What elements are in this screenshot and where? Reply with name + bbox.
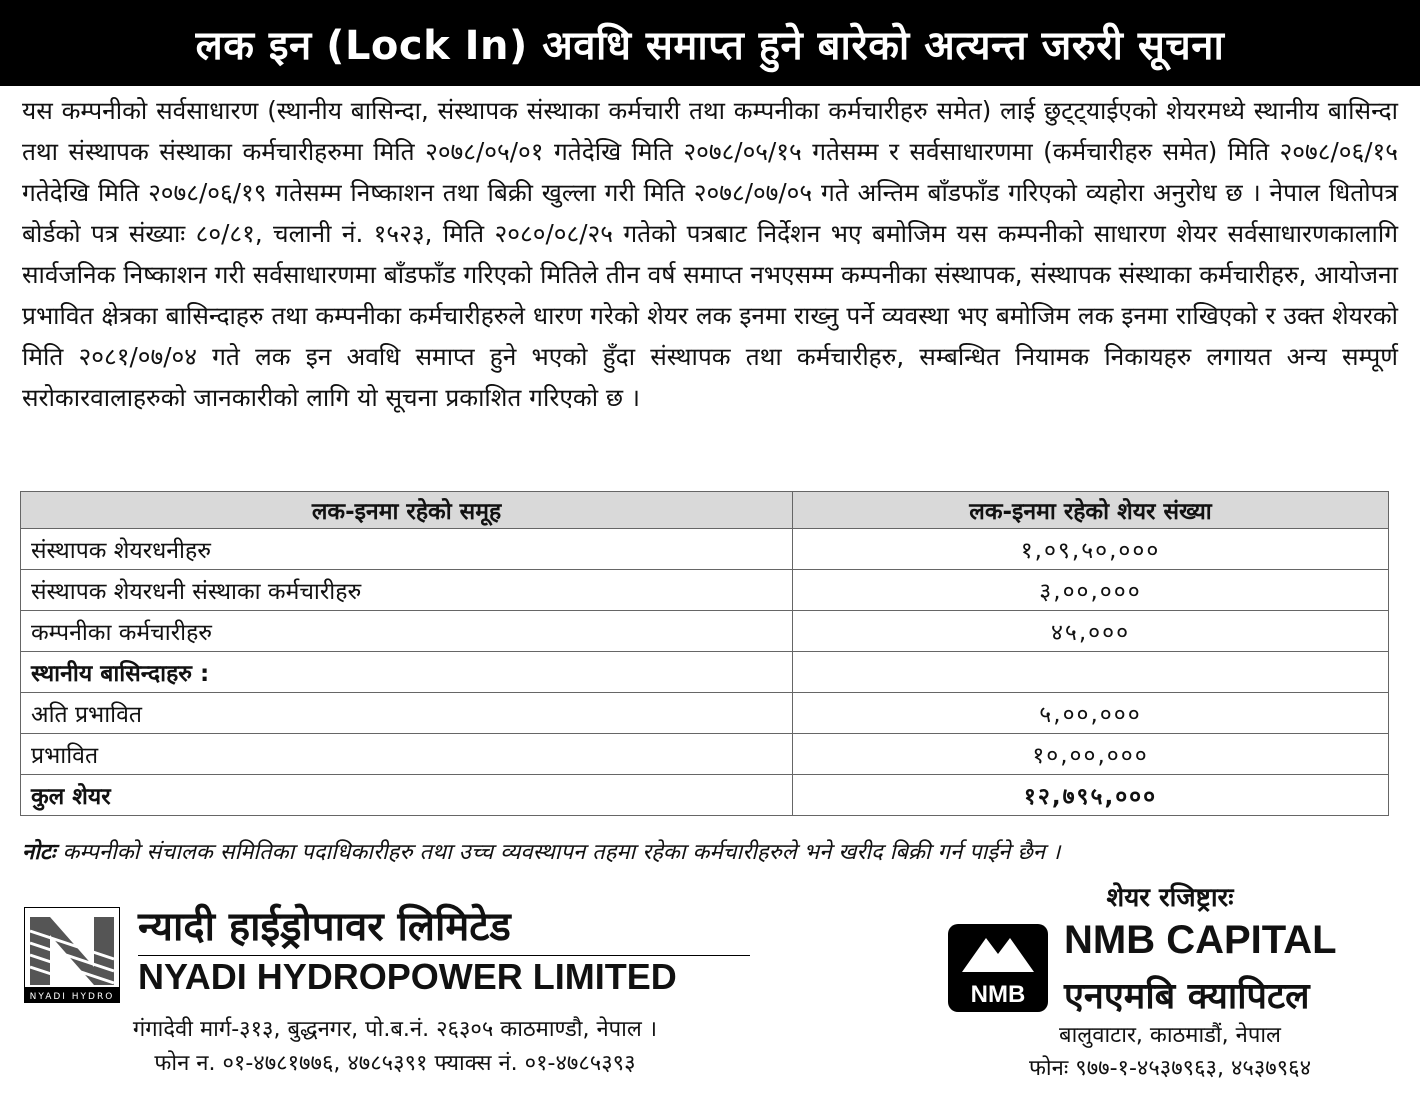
registrar-phone: फोनः ९७७-१-४५३७९६३, ४५३७९६४ — [1028, 1056, 1312, 1081]
nyadi-logo-icon — [24, 907, 120, 1003]
company-address: गंगादेवी मार्ग-३१३, बुद्धनगर, पो.ब.नं. २६३०५ काठमाण्डौ, नेपाल । — [132, 1017, 658, 1042]
company-name-nepali: न्यादी हाईड्रोपावर लिमिटेड — [138, 904, 511, 950]
logo-caption: NYADI HYDRO — [29, 992, 115, 1002]
group-cell: कम्पनीका कर्मचारीहरु — [21, 611, 793, 652]
note-label: नोटः — [22, 840, 56, 865]
shares-cell: ५,००,००० — [793, 693, 1389, 734]
column-header-group: लक-इनमा रहेको समूह — [21, 492, 793, 529]
notice-body: यस कम्पनीको सर्वसाधारण (स्थानीय बासिन्दा, संस्थापक संस्थाका कर्मचारी तथा कम्पनीका कर्मचारीहरु समेत) लाई छुट्ट्याईएको शेयरमध्ये स्थानीय बासिन्दा तथा संस्थापक संस्थाका कर्मचारीहरुमा मिति २०७८/०५/०१ गतेदेखि मिति २०७८/०५/१५ गतेसम्म र सर्वसाधारणमा (कर्मचारीहरु समेत) मिति २०७८/०६/१५ गतेदेखि मिति २०७८/०६/१९ गतेसम्म निष्काशन तथा बिक्री खुल्ला गरी मिति २०७८/०७/०५ गते अन्तिम बाँडफाँड गरिएको व्यहोरा अनुरोध छ । नेपाल धितोपत्र बोर्डको पत्र संख्याः ८०/८१, चलानी नं. १५२३, मिति २०८०/०८/२५ गतेको पत्रबाट निर्देशन भए बमोजिम यस कम्पनीको साधारण शेयर सर्वसाधारणकालागि सार्वजनिक निष्काशन गरी सर्वसाधारणमा बाँडफाँड गरिएको मितिले तीन वर्ष समाप्त नभएसम्म कम्पनीका संस्थापक, संस्थापक संस्थाका कर्मचारीहरु, आयोजना प्रभावित क्षेत्रका बासिन्दाहरु तथा कम्पनीका कर्मचारीहरुले धारण गरेको शेयर लक इनमा राख्नु पर्ने व्यवस्था भए बमोजिम लक इनमा राखिएको र उक्त शेयरको मिति २०८१/०७/०४ गते लक इन अवधि समाप्त हुने भएको हुँदा संस्थापक तथा कर्मचारीहरु, सम्बन्धित नियामक निकायहरु लगायत अन्य सम्पूर्ण सरोकारवालाहरुको जानकारीको लागि यो सूचना प्रकाशित गरिएको छ । — [22, 96, 1398, 412]
total-label-cell: कुल शेयर — [21, 775, 793, 816]
nyadi-hydro-logo — [24, 907, 120, 1003]
notice-title: लक इन (Lock In) अवधि समाप्त हुने बारेको अत्यन्त जरुरी सूचना — [195, 22, 1225, 69]
share-registrar-label: शेयर रजिष्ट्रारः — [1106, 883, 1234, 913]
note — [22, 836, 1412, 866]
table-row — [21, 693, 1389, 734]
table-row — [21, 611, 1389, 652]
shares-cell: १,०९,५०,००० — [793, 529, 1389, 570]
shares-cell — [793, 652, 1389, 693]
total-shares-cell: १२,७९५,००० — [793, 775, 1389, 816]
table-header-row — [21, 492, 1389, 529]
group-cell: संस्थापक शेयरधनीहरु — [21, 529, 793, 570]
group-subheading-cell: स्थानीय बासिन्दाहरु : — [21, 652, 793, 693]
shares-cell: ४५,००० — [793, 611, 1389, 652]
title-banner — [0, 0, 1420, 86]
note-text: कम्पनीको संचालक समितिका पदाधिकारीहरु तथा उच्च व्यवस्थापन तहमा रहेका कर्मचारीहरुले भने खरीद बिक्री गर्न पाईने छैन । — [62, 840, 1061, 865]
nmb-mountain-icon — [948, 924, 1048, 1012]
lock-in-table — [20, 491, 1389, 816]
total-row — [21, 775, 1389, 816]
nmb-logo-text: NMB — [970, 981, 1026, 1008]
table-row — [21, 570, 1389, 611]
table-row — [21, 652, 1389, 693]
registrar-address: बालुवाटार, काठमाडौं, नेपाल — [1059, 1023, 1281, 1048]
table-row — [21, 529, 1389, 570]
group-cell: संस्थापक शेयरधनी संस्थाका कर्मचारीहरु — [21, 570, 793, 611]
group-cell: प्रभावित — [21, 734, 793, 775]
registrar-name-english: NMB CAPITAL — [1064, 918, 1337, 962]
company-phone: फोन न. ०१-४७८१७७६, ४७८५३९१ फ्याक्स नं. ०१-४७८५३९३ — [154, 1051, 636, 1076]
group-cell: अति प्रभावित — [21, 693, 793, 734]
shares-cell: ३,००,००० — [793, 570, 1389, 611]
registrar-name-nepali: एनएमबि क्यापिटल — [1064, 976, 1310, 1017]
table-row — [21, 734, 1389, 775]
nmb-logo — [948, 924, 1048, 1012]
company-name-english: NYADI HYDROPOWER LIMITED — [138, 956, 677, 997]
shares-cell: १०,००,००० — [793, 734, 1389, 775]
column-header-shares: लक-इनमा रहेको शेयर संख्या — [793, 492, 1389, 529]
